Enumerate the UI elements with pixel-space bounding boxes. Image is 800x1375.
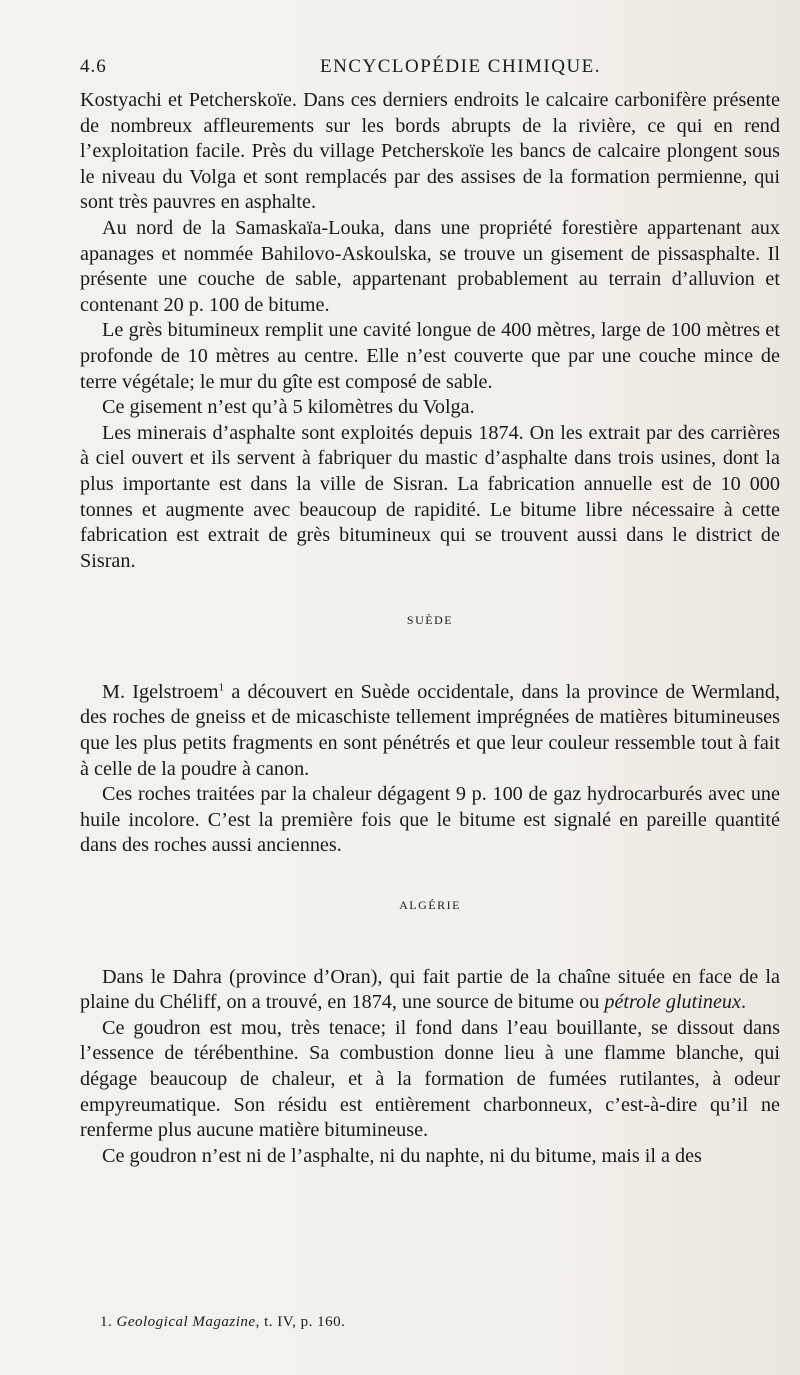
paragraph-text: . xyxy=(740,991,747,1014)
footnote xyxy=(100,1314,345,1331)
paragraph: Ce goudron est mou, très tenace; il fond dans l’eau bouillante, se dissout dans l’essence de térébenthine. Sa combustion donne lieu à une flamme blanche, qui dégage beaucoup de chaleur, et à la formation de fumées rutilantes, à odeur empyreumatique. Son résidu est entièrement charbonneux, c’est-à-dire qu’il ne renferme plus aucune matière bitumineuse. xyxy=(80,1016,780,1142)
page-number: 4.6 xyxy=(80,56,107,77)
body-text xyxy=(80,88,780,1169)
paragraph-text: a découvert en Suède occidentale, dans la province de Wermland, des roches de gneiss et de micaschiste tellement imprégnées de matières bitumineuses que les plus petits fragments en sont pénétrés et que leur couleur ressemble tout à fait à celle de la poudre à canon. xyxy=(80,680,780,780)
paragraph: Au nord de la Samaskaïa-Louka, dans une propriété forestière appartenant aux apanages et nommée Bahilovo-Askoulska, se trouve un gisement de pissasphalte. Il présente une couche de sable, appartenant probablement au terrain d’alluvion et contenant 20 p. 100 de bitume. xyxy=(80,216,780,316)
running-head: ENCYCLOPÉDIE CHIMIQUE. xyxy=(320,56,602,77)
paragraph: Le grès bitumineux remplit une cavité longue de 400 mètres, large de 100 mètres et profonde de 10 mètres au centre. Elle n’est couverte que par une couche mince de terre végétale; le mur du gîte est composé de sable. xyxy=(80,319,780,393)
paragraph: Ce goudron n’est ni de l’asphalte, ni du naphte, ni du bitume, mais il a des xyxy=(102,1144,702,1167)
paragraph: Ces roches traitées par la chaleur dégagent 9 p. 100 de gaz hydrocarburés avec une huile incolore. C’est la première fois que le bitume est signalé en pareille quantité dans des roches aussi anciennes. xyxy=(80,783,780,857)
paragraph: Ce gisement n’est qu’à 5 kilomètres du Volga. xyxy=(102,396,475,419)
footnote-source: Geological Magazine xyxy=(116,1314,256,1330)
paragraph-text: M. Igelstroem xyxy=(102,680,219,703)
paragraph: Les minerais d’asphalte sont exploités depuis 1874. On les extrait par des carrières à ciel ouvert et ils servent à fabriquer du mastic d’asphalte dans trois usines, dont la plus importante est dans la ville de Sisran. La fabrication annuelle est de 10 000 tonnes et augmente avec beaucoup de rapidité. Le bitume libre nécessaire à cette fabrication est extrait de grès bitumineux qui se trouvent aussi dans le district de Sisran. xyxy=(80,421,780,572)
page-header xyxy=(80,56,760,86)
paragraph: Kostyachi et Petcherskoïe. Dans ces derniers endroits le calcaire carbonifère présente de nombreux affleurements sur les bords abrupts de la rivière, ce qui en rend l’exploitation facile. Près du village Petcherskoïe les bancs de calcaire plongent sous le niveau du Volga et sont remplacés par des assises de la formation permienne, qui sont très pauvres en asphalte. xyxy=(80,89,780,214)
paragraph xyxy=(80,965,780,1016)
italic-term: pétrole glutineux xyxy=(604,991,741,1014)
paragraph xyxy=(80,680,780,782)
footnote-ref: , t. IV, p. 160. xyxy=(255,1314,346,1330)
footnote-number: 1. xyxy=(100,1314,113,1330)
footnote-marker: 1 xyxy=(218,681,225,694)
paragraph-text: Dans le Dahra (province d’Oran), qui fait partie de la chaîne située en face de la plaine du Chéliff, on a trouvé, en 1874, une source de bitume ou xyxy=(80,965,780,1014)
section-heading-algerie: ALGÉRIE xyxy=(399,898,461,913)
section-heading-suede: SUÈDE xyxy=(406,613,454,628)
